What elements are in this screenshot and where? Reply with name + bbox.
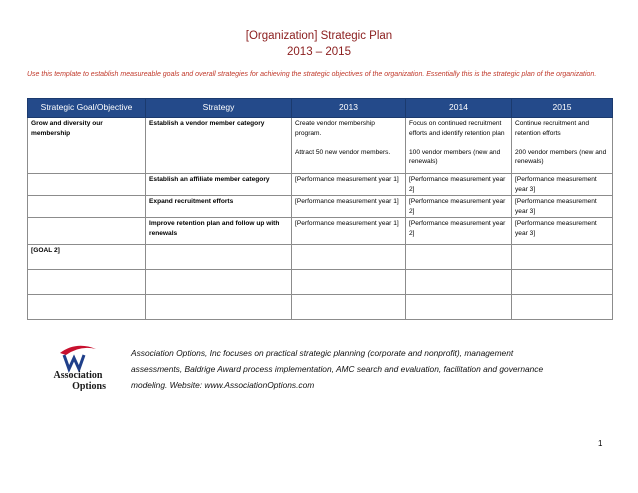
page-number: 1 [598, 439, 603, 448]
header-2014: 2014 [406, 99, 512, 118]
footer-text: Association Options, Inc focuses on practical strategic planning (corporate and nonprofit), management assessments, Baldrige Award process implementation, AMC search and evaluation, facilitation and governance modeling. Website: www.AssociationOptions.com [131, 348, 544, 390]
strategy-cell: Establish a vendor member category [146, 118, 292, 174]
strategy-cell: Improve retention plan and follow up with renewals [146, 218, 292, 245]
logo-blue-mark [64, 355, 84, 369]
table-row [28, 118, 613, 174]
document-title: [Organization] Strategic Plan [245, 30, 393, 42]
header-goal: Strategic Goal/Objective [28, 99, 146, 118]
goal-cell [28, 295, 146, 320]
logo-red-swoosh [60, 346, 96, 355]
year-2015-cell: [Performance measurement year 3] [512, 196, 613, 218]
year-2015-cell: [Performance measurement year 3] [512, 174, 613, 196]
year-2013-cell: [Performance measurement year 1] [292, 218, 406, 245]
goal-cell [28, 196, 146, 218]
year-2015-cell [512, 270, 613, 295]
cell-text: Focus on continued recruitment efforts and identify retention plan [409, 120, 505, 137]
year-2015-cell [512, 295, 613, 320]
association-options-logo [46, 343, 110, 391]
goal-cell [28, 174, 146, 196]
strategy-cell [146, 295, 292, 320]
strategy-cell [146, 270, 292, 295]
year-2014-cell [406, 295, 512, 320]
year-2015-cell [512, 245, 613, 270]
strategic-plan-table [27, 98, 613, 320]
intro-text: Use this template to establish measureable goals and overall strategies for achieving the strategic objectives of the organization. Essentially this is the strategic plan of the organization. [27, 71, 597, 78]
table-row [28, 245, 613, 270]
year-2014-cell: [Performance measurement year 2] [406, 174, 512, 196]
year-2015-cell: [Performance measurement year 3] [512, 218, 613, 245]
cell-text: 100 vendor members (new and renewals) [409, 148, 501, 165]
strategy-cell: Expand recruitment efforts [146, 196, 292, 218]
goal-cell [28, 218, 146, 245]
table-row [28, 218, 613, 245]
year-2013-cell: [Performance measurement year 1] [292, 174, 406, 196]
goal-1-cell: Grow and diversity our membership [28, 118, 146, 174]
year-2013-cell [292, 245, 406, 270]
cell-text: Continue recruitment and retention efforts [515, 120, 590, 137]
table-header-row [28, 99, 613, 118]
header-2015: 2015 [512, 99, 613, 118]
table-row [28, 295, 613, 320]
year-2014-cell: [Performance measurement year 2] [406, 196, 512, 218]
table-row [28, 196, 613, 218]
goal-2-cell: [GOAL 2] [28, 245, 146, 270]
header-strategy: Strategy [146, 99, 292, 118]
cell-text: 200 vendor members (new and renewals) [515, 148, 607, 165]
cell-text: Create vendor membership program. [295, 120, 375, 137]
header-2013: 2013 [292, 99, 406, 118]
logo-text-line1: Association [53, 370, 103, 381]
table-row [28, 174, 613, 196]
document-years: 2013 – 2015 [287, 46, 351, 58]
year-2014-cell [406, 270, 512, 295]
year-2013-cell [292, 295, 406, 320]
strategy-cell: Establish an affiliate member category [146, 174, 292, 196]
cell-text: Attract 50 new vendor members. [295, 148, 391, 156]
year-2013-cell: [Performance measurement year 1] [292, 196, 406, 218]
logo-text-line2: Options [72, 381, 106, 391]
year-2014-cell [406, 245, 512, 270]
year-2013-cell [292, 118, 406, 174]
year-2014-cell [406, 118, 512, 174]
year-2013-cell [292, 270, 406, 295]
goal-cell [28, 270, 146, 295]
strategy-cell [146, 245, 292, 270]
year-2014-cell: [Performance measurement year 2] [406, 218, 512, 245]
table-row [28, 270, 613, 295]
year-2015-cell [512, 118, 613, 174]
